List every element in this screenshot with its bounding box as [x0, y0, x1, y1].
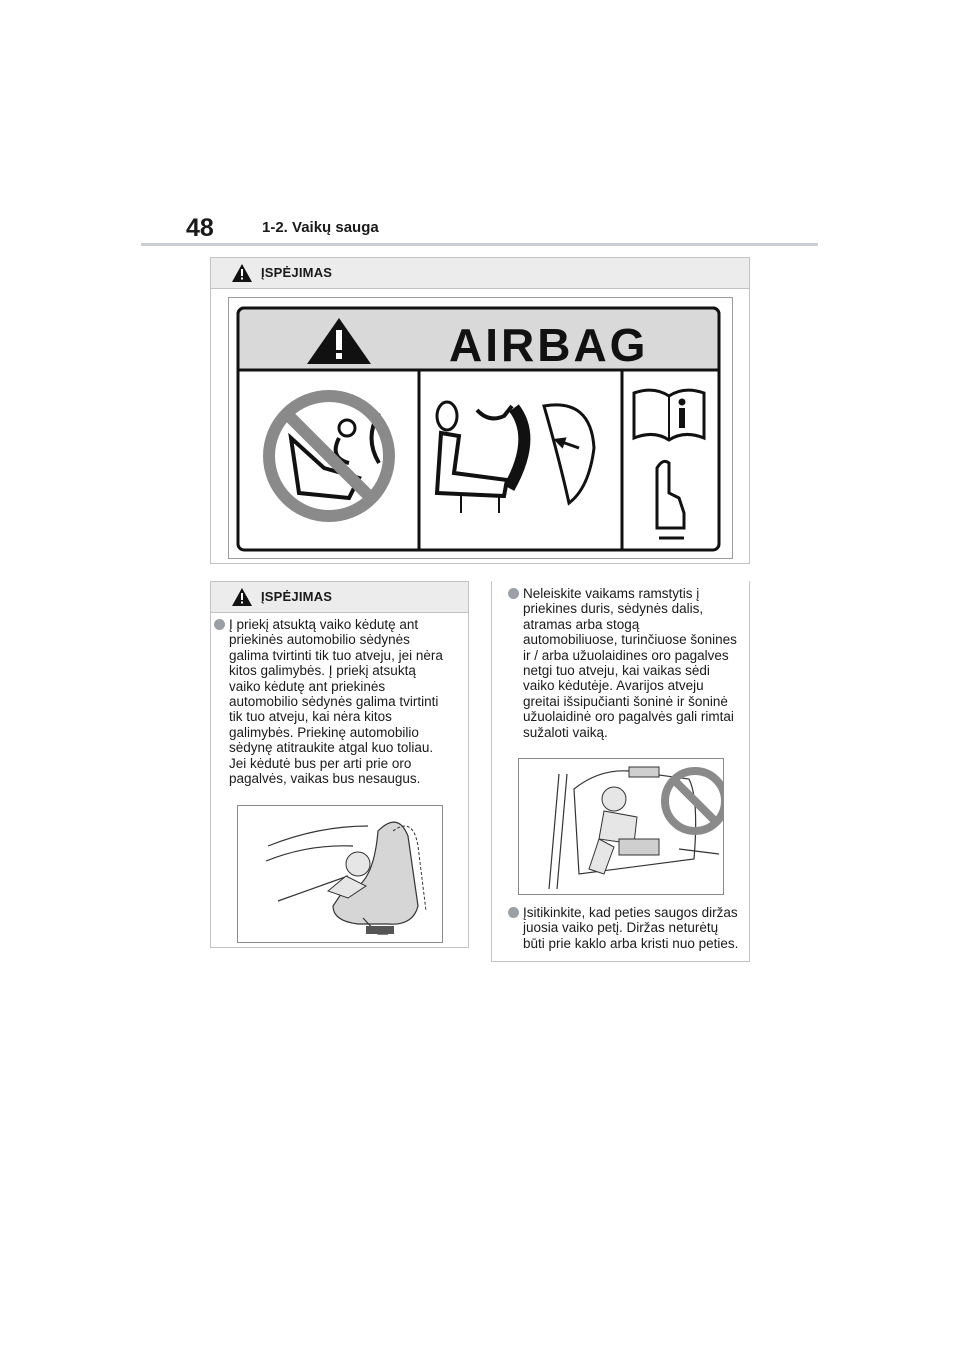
- warning-header: [211, 258, 749, 289]
- bullet-icon: [508, 588, 519, 599]
- list-item: [229, 617, 465, 786]
- airbag-title: AIRBAG: [449, 319, 649, 371]
- bullet-text: Į priekį atsuktą vaiko kėdutę ant priekinės automobilio sėdynės galima tvirtinti tik tuo atveju, jei nėra kitos galimybės. Į priekį atsuktą vaiko kėdutę ant priekinės automobilio sėdynės galima tvirtinti tik tuo atveju, kai nėra kitos galimybės. Priekinę automobilio sėdynę atitraukite atgal kuo toliau. Jei kėdutė bus per arti prie oro pagalvės, vaikas bus nesaugus.: [229, 617, 443, 787]
- prohibited-icon: [665, 771, 723, 831]
- forward-facing-seat-illustration: [237, 805, 443, 943]
- warning-box-side-airbags: [491, 581, 750, 962]
- warning-triangle-icon: [231, 587, 253, 607]
- rear-seat-booster-illustration: [518, 758, 724, 895]
- section-title: 1-2. Vaikų sauga: [262, 219, 379, 236]
- list-item: [523, 905, 749, 951]
- bullet-icon: [508, 907, 519, 918]
- warning-box-airbag: [210, 257, 750, 564]
- bullet-text: Įsitikinkite, kad peties saugos diržas juosia vaiko petį. Diržas neturėtų būti prie kaklo arba kristi nuo peties.: [523, 905, 739, 951]
- warning-label: ĮSPĖJIMAS: [261, 265, 333, 280]
- no-rear-facing-seat-icon: [269, 396, 389, 516]
- warning-triangle-icon: [231, 263, 253, 283]
- read-manual-icon: [634, 390, 704, 538]
- header-divider: [141, 243, 818, 246]
- warning-label: ĮSPĖJIMAS: [261, 589, 333, 604]
- airbag-deploy-icon: [437, 402, 594, 513]
- page-number: 48: [186, 214, 214, 242]
- warning-header: [211, 582, 468, 613]
- bullet-icon: [214, 619, 225, 630]
- airbag-warning-sticker: [228, 297, 733, 559]
- list-item: [523, 586, 749, 740]
- airbag-sticker-illustration: [229, 298, 732, 558]
- bullet-text: Neleiskite vaikams ramstytis į priekines duris, sėdynės dalis, atramas arba stogą automobiliuose, turinčiuose šonines ir / arba užuolaidines oro pagalves netgi tuo atveju, kai vaikas sėdi vaiko kėdutėje. Avarijos atveju greitai išsipučianti šoninė ir šoninė užuolaidinė oro pagalvės gali rimtai sužaloti vaiką.: [523, 586, 737, 740]
- warning-box-front-seat: [210, 581, 469, 948]
